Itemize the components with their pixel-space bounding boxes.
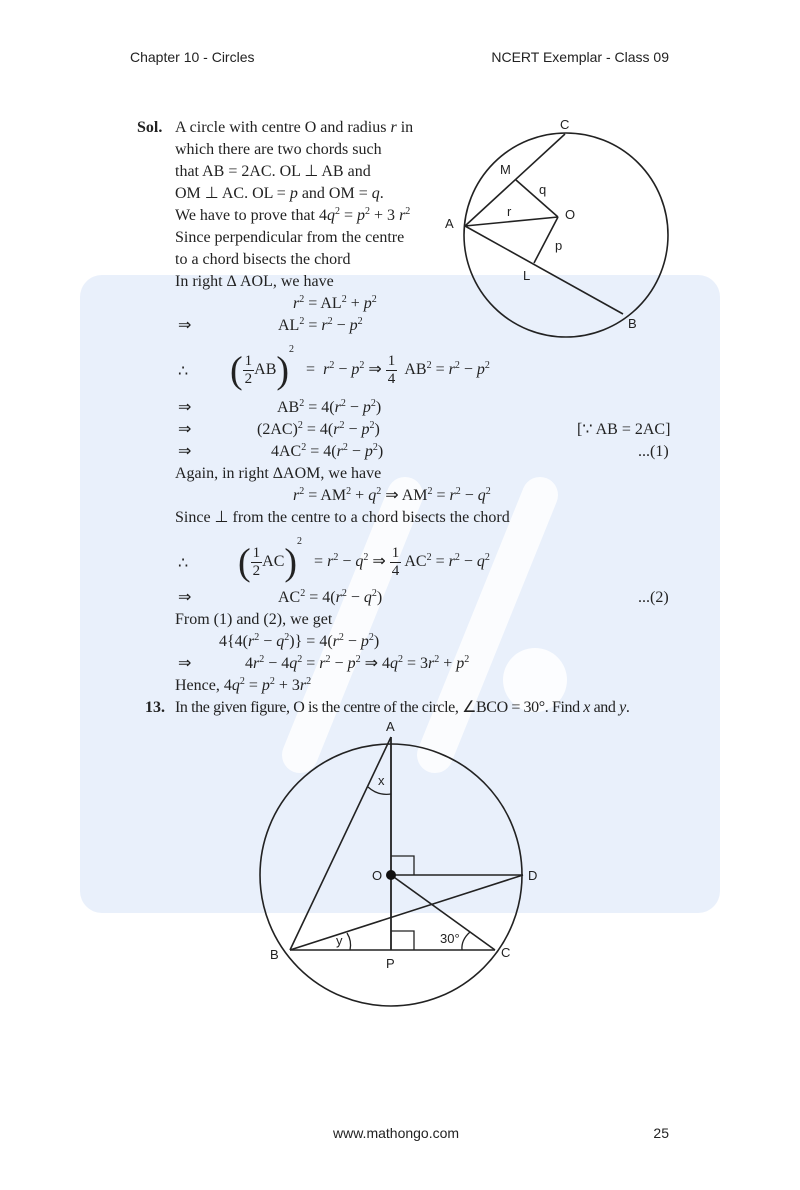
- solution-label: Sol.: [137, 119, 163, 136]
- intro-line-7: to a chord bisects the chord: [175, 251, 351, 268]
- intro-line-2: which there are two chords such: [175, 141, 382, 158]
- question-text: In the given figure, O is the centre of the circle, ∠BCO = 30°. Find x and y.: [175, 699, 630, 716]
- intro-line-5: We have to prove that $4q^2 = p^2 + 3$ $r^2$: [175, 206, 411, 224]
- svg-text:A: A: [386, 719, 395, 734]
- implies-symbol: ⇒: [178, 589, 192, 606]
- chapter-title: Chapter 10 - Circles: [130, 49, 255, 65]
- svg-text:B: B: [628, 316, 637, 331]
- text-from: From (1) and (2), we get: [175, 611, 333, 628]
- therefore-symbol: ∴: [178, 555, 189, 572]
- implies-symbol: ⇒: [178, 399, 192, 416]
- intro-line-4: OM ⊥ AC. OL = p and OM = q.: [175, 185, 384, 202]
- conclusion: Hence, $4q^2 = p^2 + 3r^2$: [175, 676, 312, 694]
- equation-5: $(2AC)^2 = 4(r^2 - p^2)$: [257, 420, 380, 438]
- equation-2: $AL^2 = r^2 - p^2$: [278, 316, 363, 334]
- intro-line-1: A circle with centre O and radius r in: [175, 119, 414, 136]
- implies-symbol: ⇒: [178, 317, 192, 334]
- svg-text:q: q: [539, 182, 547, 197]
- svg-text:M: M: [500, 162, 511, 177]
- svg-text:y: y: [336, 933, 343, 948]
- implies-symbol: ⇒: [178, 443, 192, 460]
- svg-text:B: B: [270, 947, 279, 962]
- equation-8: ( $\frac{1}{2}$ $AC)^2 = r^2 - q^2$ ⇒ $\frac{1}{4}$ $AC^2 = r^2 - q^2$: [238, 536, 490, 584]
- svg-text:C: C: [501, 945, 511, 960]
- figure-circle-question13: [250, 715, 550, 1035]
- svg-text:x: x: [378, 773, 385, 788]
- svg-text:A: A: [445, 216, 454, 231]
- svg-text:30°: 30°: [440, 931, 460, 946]
- equation-9: $AC^2 = 4(r^2 - q^2)$: [278, 588, 383, 606]
- svg-text:L: L: [523, 268, 531, 283]
- intro-line-3: that AB = 2AC. OL ⊥ AB and: [175, 163, 371, 180]
- svg-text:r: r: [507, 204, 512, 219]
- book-title: NCERT Exemplar - Class 09: [491, 49, 669, 65]
- equation-6: $4AC^2 = 4(r^2 - p^2)$: [271, 442, 384, 460]
- page-number: 25: [653, 1125, 669, 1141]
- intro-line-6: Since perpendicular from the centre: [175, 229, 405, 246]
- implies-symbol: ⇒: [178, 655, 192, 672]
- svg-text:C: C: [560, 117, 570, 132]
- equation-10: $4\{4(r^2 - q^2)\} = 4(r^2 - p^2)$: [219, 632, 380, 650]
- intro-line-8: In right Δ AOL, we have: [175, 273, 334, 290]
- text-since: Since ⊥ from the centre to a chord bisects the chord: [175, 509, 510, 526]
- svg-text:P: P: [386, 956, 395, 971]
- equation-3: ( $\frac{1}{2}$ $AB)^2 = r^2 - p^2$ ⇒ $\frac{1}{4}$ $AB^2 = r^2 - p^2$: [230, 344, 490, 392]
- svg-text:O: O: [565, 207, 576, 222]
- equation-7: $r^2 = AM^2 + q^2$ ⇒ $AM^2 = r^2 - q^2$: [293, 486, 491, 504]
- equation-ref-2: ...(2): [638, 589, 669, 606]
- implies-symbol: ⇒: [178, 421, 192, 438]
- reason-note: [∵ AB = 2AC]: [577, 421, 671, 438]
- svg-text:O: O: [372, 868, 383, 883]
- figure-chords-circle: [440, 110, 680, 340]
- text-again: Again, in right ΔAOM, we have: [175, 465, 382, 482]
- svg-text:p: p: [555, 238, 563, 253]
- website-link[interactable]: www.mathongo.com: [333, 1125, 460, 1141]
- equation-1: $r^2 = AL^2 + p^2$: [293, 294, 377, 312]
- equation-11: $4r^2 - 4q^2 = r^2 - p^2$ ⇒ $4q^2 = 3r^2 + p^2$: [245, 654, 470, 672]
- question-number: 13.: [145, 699, 165, 716]
- svg-text:D: D: [528, 868, 538, 883]
- equation-4: $AB^2 = 4(r^2 - p^2)$: [277, 398, 382, 416]
- equation-ref-1: ...(1): [638, 443, 669, 460]
- therefore-symbol: ∴: [178, 363, 189, 380]
